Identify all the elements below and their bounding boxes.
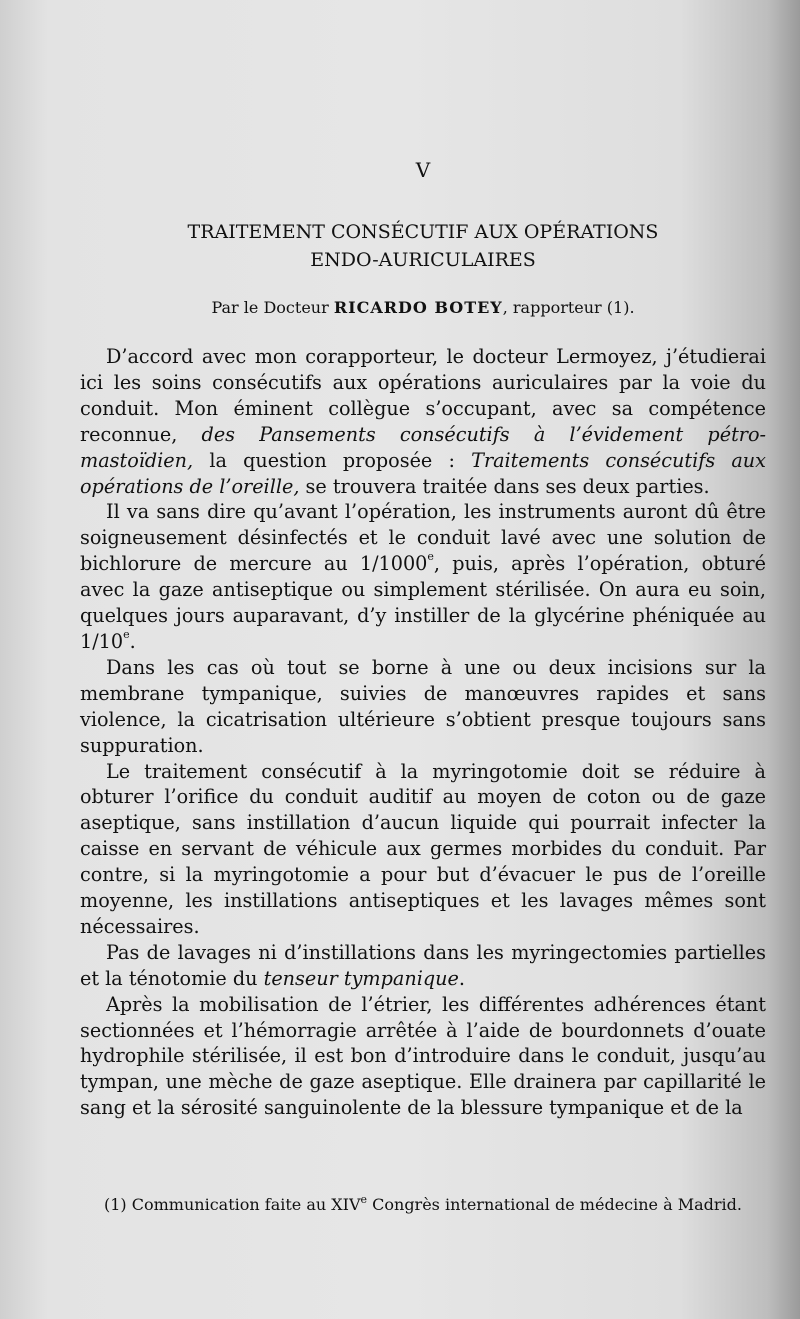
paragraph-1-text-b: la question proposée : [193,448,472,472]
paragraph-2-superscript-b: e [123,627,130,641]
paragraph-1-italic-a: des Pansements consécutifs à l’évidement pétro-mastoïdien, [80,422,766,472]
paragraph-1 [80,344,766,499]
byline-prefix: Par le Docteur [211,298,329,317]
paragraph-2-superscript-a: e [427,550,434,564]
byline-suffix: , rapporteur (1). [502,298,635,317]
byline [80,298,766,317]
paragraph-2-text-b: , puis, après l’opération, obturé avec la gaze antiseptique ou simplement stérilisée. On aura eu soin, quelques jours auparavant, d’y instiller de la glycérine phéniquée au 1/10 [80,552,766,653]
footnote-marker: (1) [104,1195,127,1214]
paragraph-4: Le traitement consécutif à la myringotomie doit se réduire à obturer l’orifice du conduit auditif au moyen de coton ou de gaze aseptique, sans instillation d’aucun liquide qui pourrait infecter la caisse en servant de véhicule aux germes morbides du conduit. Par contre, si la myringotomie a pour but d’évacuer le pus de l’oreille moyenne, les instillations antiseptiques et les lavages mêmes sont nécessaires. [80,759,766,938]
author-name: RICARDO BOTEY [333,298,503,317]
footnote-text-a: Communication faite au XIV [126,1195,361,1214]
footnote-text-b: Congrès international de médecine à Madrid. [367,1195,742,1214]
body-text [80,344,766,1121]
article-title-line-2: ENDO-AURICULAIRES [310,249,536,271]
chapter-numeral: V [415,158,431,182]
paragraph-2-text-c: . [129,629,136,653]
article-title-line-1: TRAITEMENT CONSÉCUTIF AUX OPÉRATIONS [187,221,659,243]
paragraph-1-text-a: D’accord avec mon corapporteur, le docteur Lermoyez, j’étudierai ici les soins consécutifs aux opérations auriculaires par la voie du conduit. Mon éminent collègue s’occupant, avec sa compétence reconnue, [80,345,766,446]
footnote [80,1194,766,1216]
paragraph-5 [80,940,766,992]
article-title [80,218,766,274]
paragraph-5-text-a: Pas de lavages ni d’instillations dans les myringectomies partielles et la ténotomie du [80,940,766,990]
paragraph-1-text-c: se trouvera traitée dans ses deux parties. [299,474,710,498]
paragraph-5-italic: tenseur tympanique [263,966,459,990]
paragraph-2-text-a: Il va sans dire qu’avant l’opération, les instruments auront dû être soigneusement désinfectés et le conduit lavé avec une solution de bichlorure de mercure au 1/1000 [80,500,766,576]
footnote-superscript: e [360,1193,368,1206]
paragraph-6: Après la mobilisation de l’étrier, les différentes adhérences étant sectionnées et l’hémorragie arrêtée à l’aide de bourdonnets d’ouate hydrophile stérilisée, il est bon d’introduire dans le conduit, jusqu’au tympan, une mèche de gaze aseptique. Elle drainera par capillarité le sang et la sérosité sanguinolente de la blessure tympanique et de la [80,992,766,1120]
paragraph-2 [80,499,766,654]
paragraph-5-text-b: . [458,966,465,990]
paragraph-1-italic-b: Traitements consécutifs aux opérations de l’oreille, [80,448,766,498]
paragraph-3: Dans les cas où tout se borne à une ou deux incisions sur la membrane tympanique, suivies de manœuvres rapides et sans violence, la cicatrisation ultérieure s’obtient presque toujours sans suppuration. [80,655,766,757]
